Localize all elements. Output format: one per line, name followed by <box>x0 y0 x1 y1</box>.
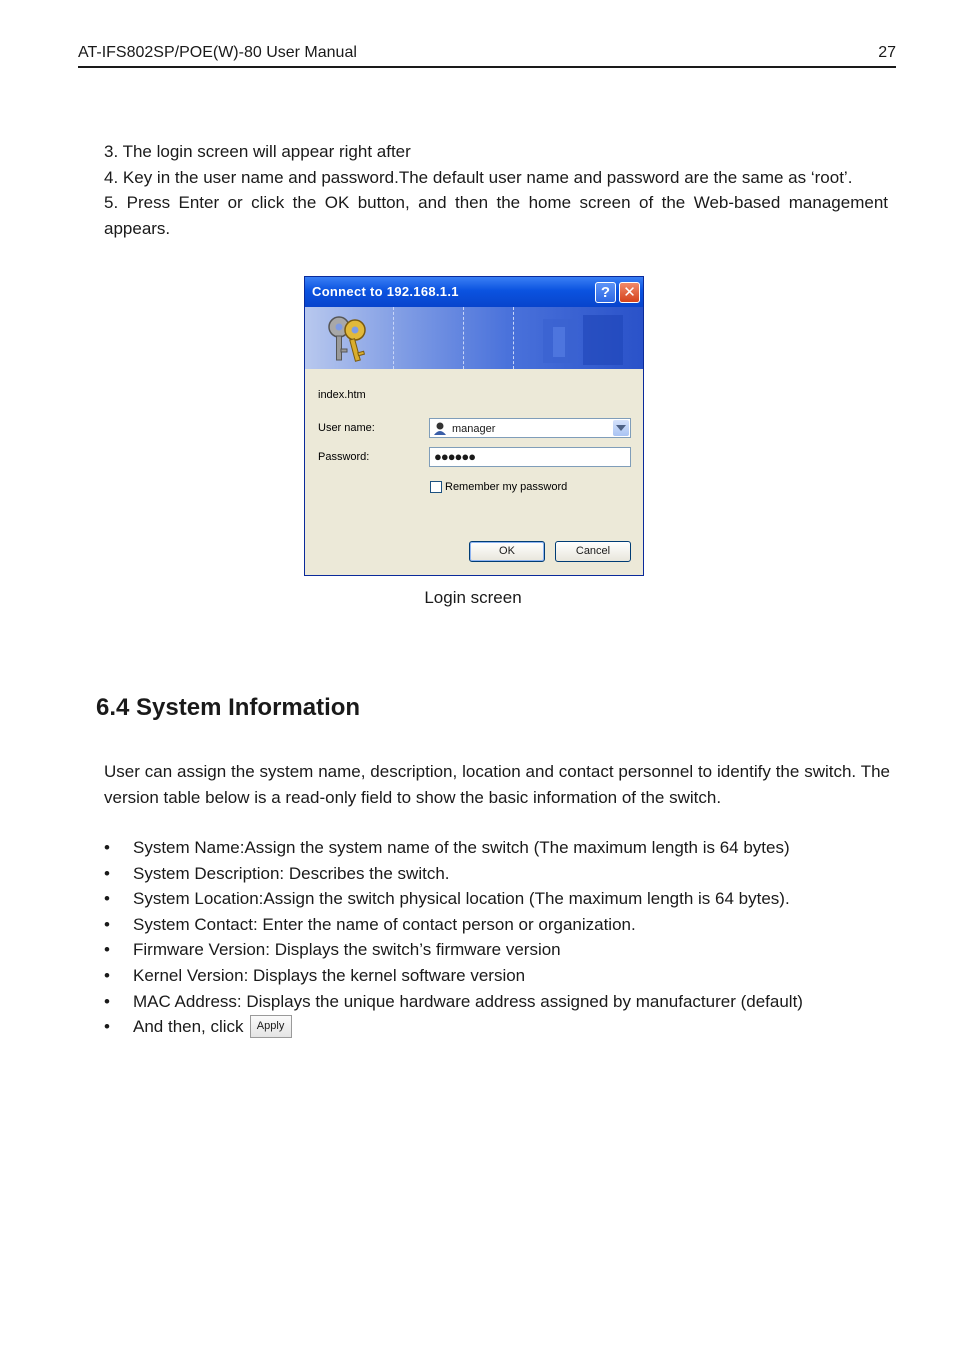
bullet-text: System Contact: Enter the name of contact person or organization. <box>133 914 636 934</box>
bullet-marker: • <box>104 991 110 1011</box>
banner-line <box>393 307 394 369</box>
bullet-marker: • <box>104 940 110 960</box>
field-descriptions <box>104 835 894 1040</box>
dialog-banner <box>305 307 643 369</box>
bullet-text: Firmware Version: Displays the switch’s firmware version <box>133 940 561 960</box>
login-dialog <box>304 276 644 576</box>
list-item <box>104 1014 894 1040</box>
user-icon <box>433 421 447 435</box>
cancel-button[interactable]: Cancel <box>555 541 631 562</box>
username-value: manager <box>452 423 496 435</box>
banner-line <box>513 307 514 369</box>
password-value: ●●●●●● <box>434 449 476 464</box>
list-item <box>104 963 894 989</box>
close-icon: ✕ <box>623 284 636 301</box>
list-item <box>104 861 894 887</box>
username-dropdown-button[interactable] <box>613 420 629 436</box>
step-3: 3. The login screen will appear right after <box>104 142 411 161</box>
bullet-marker: • <box>104 965 110 985</box>
list-item <box>104 886 894 912</box>
banner-line <box>463 307 464 369</box>
remember-password-label[interactable]: Remember my password <box>445 481 568 493</box>
apply-button[interactable]: Apply <box>250 1015 292 1038</box>
figure-caption: Login screen <box>424 588 522 607</box>
bullet-text: System Description: Describes the switch. <box>133 863 450 883</box>
step-4: 4. Key in the user name and password.The default user name and password are the same as ‘root’. <box>104 167 853 187</box>
keys-icon <box>323 313 371 365</box>
bullet-marker: • <box>104 838 110 857</box>
bullet-text: System Name:Assign the system name of the switch (The maximum length is 64 bytes) <box>133 838 790 857</box>
list-item <box>104 989 894 1015</box>
chevron-down-icon <box>616 425 626 431</box>
list-item <box>104 937 894 963</box>
help-icon: ? <box>600 284 611 301</box>
bullet-text: Kernel Version: Displays the kernel software version <box>133 965 526 985</box>
remember-password-checkbox[interactable] <box>430 481 442 493</box>
section-heading: 6.4 System Information <box>96 694 361 721</box>
bullet-marker: • <box>104 889 110 909</box>
dialog-title: Connect to 192.168.1.1 <box>312 284 459 299</box>
bullet-text: And then, click <box>133 1017 244 1037</box>
close-button[interactable] <box>619 282 640 303</box>
bullet-text: System Location:Assign the switch physical location (The maximum length is 64 bytes). <box>133 889 790 909</box>
realm-text: index.htm <box>318 389 366 401</box>
password-label: Password: <box>318 451 370 463</box>
bullet-marker: • <box>104 914 110 934</box>
ok-button[interactable]: OK <box>469 541 545 562</box>
header-rule <box>78 66 896 68</box>
dialog-titlebar[interactable] <box>305 277 643 307</box>
step-5: 5. Press Enter or click the OK button, and then the home screen of the Web-based management appears. <box>104 193 888 238</box>
manual-title: AT-IFS802SP/POE(W)-80 User Manual <box>78 44 357 61</box>
username-combobox[interactable] <box>429 418 631 438</box>
bullet-marker: • <box>104 1017 110 1037</box>
intro-paragraph: User can assign the system name, description, location and contact personnel to identify the switch. The version table below is a read-only field to show the basic information of the switch. <box>104 762 890 807</box>
login-steps <box>104 139 888 241</box>
help-button[interactable] <box>595 282 616 303</box>
page-header <box>78 44 896 66</box>
bullet-text: MAC Address: Displays the unique hardware address assigned by manufacturer (default) <box>133 991 803 1011</box>
bullet-marker: • <box>104 863 110 883</box>
banner-graphic <box>533 311 633 367</box>
page-number: 27 <box>878 44 896 61</box>
username-label: User name: <box>318 422 375 434</box>
list-item <box>104 912 894 938</box>
password-input[interactable] <box>429 447 631 467</box>
list-item <box>104 835 894 861</box>
